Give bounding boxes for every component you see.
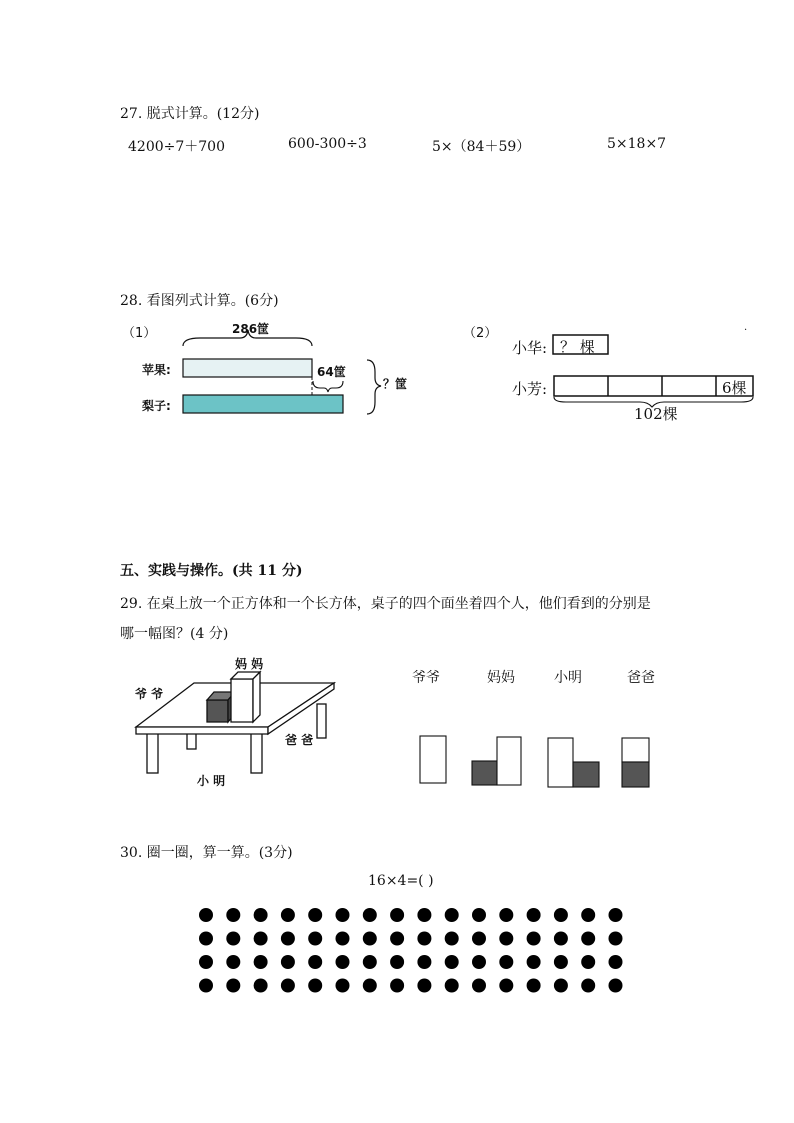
bottom-brace [554, 397, 753, 407]
dot [527, 908, 541, 922]
dot [254, 932, 268, 946]
dot [199, 979, 213, 993]
dot [609, 932, 623, 946]
q29-line1: 29. 在桌上放一个正方体和一个长方体，桌子的四个面坐着四个人，他们看到的分别是 [120, 596, 651, 612]
dot [445, 932, 459, 946]
view-xiaoming-rect [548, 738, 573, 787]
right-brace [367, 360, 381, 414]
dot [336, 955, 350, 969]
dot [445, 908, 459, 922]
top-brace [183, 330, 312, 346]
view-baba-top [622, 738, 649, 762]
dot [336, 979, 350, 993]
dot [499, 955, 513, 969]
dot [199, 955, 213, 969]
dot [527, 979, 541, 993]
q28-xiaofang-label: 小芳: [512, 380, 548, 398]
q28-xiaohua-box-text: ？ 棵 [560, 338, 595, 356]
dot [363, 908, 377, 922]
q28-diff-label: 64筐 [317, 365, 346, 379]
q28-part1-number: （1） [122, 326, 157, 341]
dot [472, 955, 486, 969]
table-leg [251, 733, 262, 773]
dot [417, 932, 431, 946]
q27-expr-3: 5×（84＋59） [432, 139, 531, 155]
dot [445, 955, 459, 969]
dot [499, 979, 513, 993]
dot [281, 955, 295, 969]
view-mama-cube [472, 761, 497, 785]
dot [554, 932, 568, 946]
person-label-baba: 爸爸 [627, 670, 655, 686]
dot [226, 979, 240, 993]
dot [390, 908, 404, 922]
dot [609, 979, 623, 993]
dot [581, 979, 595, 993]
dot [581, 955, 595, 969]
dot [609, 955, 623, 969]
dot [199, 908, 213, 922]
q28-part2-number: （2） [463, 326, 498, 341]
dot [527, 932, 541, 946]
table-scene [136, 672, 334, 773]
dot [336, 932, 350, 946]
dot [226, 908, 240, 922]
xiaofang-bar [554, 376, 753, 396]
dot [472, 979, 486, 993]
dot [581, 932, 595, 946]
q28-question-label: ？筐 [383, 377, 408, 391]
section5-title: 五、实践与操作。(共 11 分) [120, 563, 303, 579]
q30-equation: 16×4=( ) [368, 873, 434, 889]
dot [363, 955, 377, 969]
person-label-mama: 妈妈 [487, 670, 515, 686]
dot [254, 955, 268, 969]
view-yeye-rect [420, 736, 446, 783]
diff-brace [313, 381, 343, 392]
dot [281, 932, 295, 946]
table-label-mama: 妈 妈 [235, 657, 264, 671]
q27-expr-2: 600-300÷3 [288, 136, 367, 152]
dot [554, 955, 568, 969]
dot [308, 979, 322, 993]
dot [363, 979, 377, 993]
dot [199, 932, 213, 946]
dot [554, 908, 568, 922]
person-label-yeye: 爷爷 [412, 670, 440, 686]
q28-total-label: 102棵 [634, 405, 678, 423]
xiaohua-box [553, 335, 608, 354]
dot [472, 932, 486, 946]
q28-title: 28. 看图列式计算。(6分) [120, 293, 279, 309]
q27-expr-4: 5×18×7 [607, 136, 667, 152]
person-label-xiaoming: 小明 [554, 670, 582, 686]
q28-part2-diagram [553, 335, 753, 407]
q28-pear-label: 梨子: [142, 399, 171, 413]
view-mama-rect [497, 737, 521, 785]
view-xiaoming-cube [573, 762, 599, 787]
q30-title: 30. 圈一圈，算一算。(3分) [120, 845, 293, 861]
dot [417, 908, 431, 922]
table-leg [147, 733, 158, 773]
dot [499, 908, 513, 922]
dot [581, 908, 595, 922]
q29-line2: 哪一幅图？(4 分) [120, 626, 229, 642]
dot [226, 932, 240, 946]
table-label-yeye: 爷 爷 [135, 687, 164, 701]
table-label-baba: 爸 爸 [285, 733, 314, 747]
table-label-xiaoming: 小 明 [197, 774, 226, 788]
dot-grid [199, 908, 623, 993]
view-baba-cube [622, 762, 649, 787]
cuboid-front [231, 679, 253, 722]
dot [308, 908, 322, 922]
dot [609, 908, 623, 922]
q28-bar-diagram [183, 330, 381, 414]
cube-front [207, 700, 228, 722]
dot [390, 979, 404, 993]
q27-title: 27. 脱式计算。(12分) [120, 106, 260, 122]
dot [281, 979, 295, 993]
dot [336, 908, 350, 922]
dot [527, 955, 541, 969]
q28-apple-label: 苹果: [142, 363, 171, 377]
q28-top-label: 286筐 [232, 322, 270, 336]
q28-last-cell-label: 6棵 [722, 379, 747, 397]
table-leg [317, 704, 326, 738]
pear-bar [183, 395, 343, 413]
dot [390, 955, 404, 969]
dot [499, 932, 513, 946]
q28-stray-dot: . [744, 322, 748, 333]
q27-expr-1: 4200÷7＋700 [128, 139, 225, 155]
dot [254, 979, 268, 993]
apple-bar [183, 359, 312, 377]
dot [445, 979, 459, 993]
dot [254, 908, 268, 922]
dot [308, 932, 322, 946]
dot [281, 908, 295, 922]
dot [390, 932, 404, 946]
dot [472, 908, 486, 922]
dot [554, 979, 568, 993]
dot [417, 979, 431, 993]
dot [417, 955, 431, 969]
q28-xiaohua-label: 小华: [512, 339, 548, 357]
dot [308, 955, 322, 969]
view-options [420, 736, 649, 787]
dot [363, 932, 377, 946]
dot [226, 955, 240, 969]
